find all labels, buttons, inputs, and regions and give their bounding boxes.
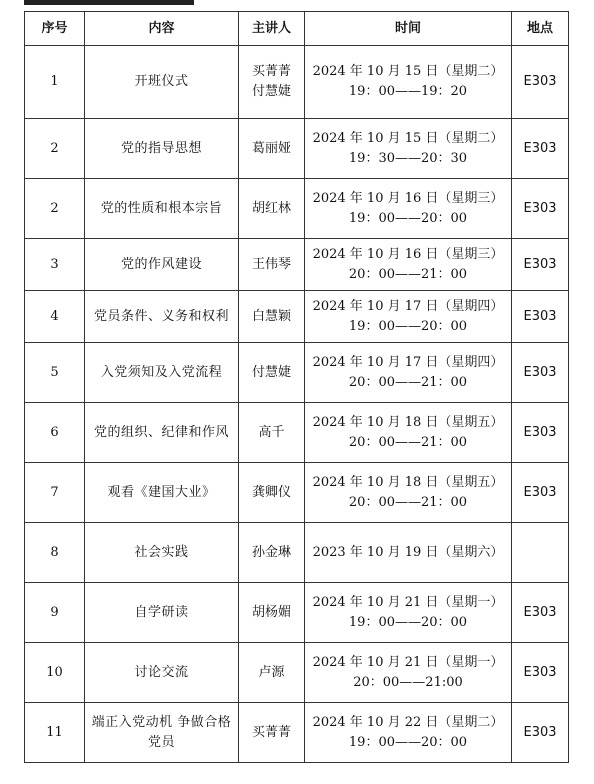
row-speaker bbox=[239, 583, 305, 643]
row-speaker bbox=[239, 703, 305, 763]
speaker-name: 付慧婕 bbox=[251, 84, 291, 99]
session-date: 2024 年 10 月 22 日（星期二） bbox=[312, 714, 504, 730]
session-time-range: 19：00——19：20 bbox=[348, 84, 468, 99]
row-time bbox=[305, 643, 512, 703]
row-time bbox=[305, 343, 512, 403]
row-time bbox=[305, 463, 512, 523]
row-place: E303 bbox=[512, 46, 569, 119]
row-content: 党的组织、纪律和作风 bbox=[85, 403, 239, 463]
session-date: 2024 年 10 月 16 日（星期三） bbox=[312, 246, 504, 262]
row-time bbox=[305, 46, 512, 119]
table-row bbox=[25, 703, 569, 763]
row-content: 观看《建国大业》 bbox=[85, 463, 239, 523]
table-row bbox=[25, 291, 569, 343]
session-time-range: 20：00——21:00 bbox=[353, 674, 463, 690]
row-number: 11 bbox=[25, 703, 85, 763]
header-content: 内容 bbox=[85, 12, 239, 46]
row-content: 讨论交流 bbox=[85, 643, 239, 703]
row-content: 党的指导思想 bbox=[85, 119, 239, 179]
row-speaker bbox=[239, 291, 305, 343]
row-place: E303 bbox=[512, 583, 569, 643]
speaker-name: 付慧婕 bbox=[251, 364, 291, 380]
schedule-table bbox=[24, 11, 569, 763]
row-place: E303 bbox=[512, 291, 569, 343]
header-no: 序号 bbox=[25, 12, 85, 46]
row-number: 3 bbox=[25, 239, 85, 291]
row-time bbox=[305, 179, 512, 239]
session-date: 2024 年 10 月 16 日（星期三） bbox=[312, 190, 504, 206]
cropped-heading-fragment bbox=[24, 0, 194, 5]
row-place: E303 bbox=[512, 239, 569, 291]
header-place: 地点 bbox=[512, 12, 569, 46]
speaker-name: 白慧颖 bbox=[251, 308, 291, 324]
row-speaker bbox=[239, 239, 305, 291]
row-content: 党的性质和根本宗旨 bbox=[85, 179, 239, 239]
session-date: 2024 年 10 月 17 日（星期四） bbox=[312, 354, 504, 370]
speaker-name: 高千 bbox=[258, 424, 285, 440]
row-time bbox=[305, 703, 512, 763]
table-row bbox=[25, 583, 569, 643]
row-place bbox=[512, 523, 569, 583]
table-row bbox=[25, 46, 569, 119]
speaker-name: 王伟琴 bbox=[251, 256, 291, 272]
row-place: E303 bbox=[512, 463, 569, 523]
session-time-range: 20：00——21：00 bbox=[348, 266, 468, 282]
row-content: 自学研读 bbox=[85, 583, 239, 643]
table-row bbox=[25, 523, 569, 583]
row-time bbox=[305, 523, 512, 583]
row-time bbox=[305, 239, 512, 291]
header-speaker: 主讲人 bbox=[239, 12, 305, 46]
row-place: E303 bbox=[512, 403, 569, 463]
session-time-range: 19：00——20：00 bbox=[348, 734, 468, 750]
row-time bbox=[305, 291, 512, 343]
session-date: 2024 年 10 月 17 日（星期四） bbox=[312, 298, 504, 314]
row-number: 6 bbox=[25, 403, 85, 463]
row-place: E303 bbox=[512, 343, 569, 403]
row-content: 端正入党动机 争做合格党员 bbox=[85, 703, 239, 763]
row-content: 党的作风建设 bbox=[85, 239, 239, 291]
table-row bbox=[25, 119, 569, 179]
row-content: 社会实践 bbox=[85, 523, 239, 583]
row-number: 4 bbox=[25, 291, 85, 343]
row-speaker bbox=[239, 179, 305, 239]
session-date: 2023 年 10 月 19 日（星期六） bbox=[312, 544, 504, 560]
session-date: 2024 年 10 月 15 日（星期二） bbox=[312, 130, 504, 146]
row-number: 5 bbox=[25, 343, 85, 403]
session-time-range: 19：00——20：00 bbox=[348, 210, 468, 226]
row-place: E303 bbox=[512, 179, 569, 239]
session-time-range: 20：00——21：00 bbox=[348, 494, 468, 510]
table-row bbox=[25, 403, 569, 463]
row-speaker bbox=[239, 463, 305, 523]
row-place: E303 bbox=[512, 703, 569, 763]
speaker-name: 葛丽娅 bbox=[251, 140, 291, 156]
row-number: 7 bbox=[25, 463, 85, 523]
row-speaker bbox=[239, 119, 305, 179]
speaker-name: 卢源 bbox=[258, 664, 285, 680]
row-time bbox=[305, 403, 512, 463]
session-date: 2024 年 10 月 21 日（星期一） bbox=[312, 594, 504, 610]
table-row bbox=[25, 643, 569, 703]
speaker-name: 孙金琳 bbox=[251, 544, 291, 560]
row-place: E303 bbox=[512, 643, 569, 703]
row-number: 8 bbox=[25, 523, 85, 583]
speaker-name: 龚卿仪 bbox=[251, 484, 291, 500]
session-time-range: 20：00——21：00 bbox=[348, 374, 468, 390]
speaker-name: 买菁菁 bbox=[251, 64, 291, 79]
row-speaker bbox=[239, 643, 305, 703]
session-time-range: 20：00——21：00 bbox=[348, 434, 468, 450]
row-time bbox=[305, 119, 512, 179]
speaker-name: 胡杨媚 bbox=[251, 604, 291, 620]
row-number: 1 bbox=[25, 46, 85, 119]
table-row bbox=[25, 463, 569, 523]
session-date: 2024 年 10 月 15 日（星期二） bbox=[312, 64, 504, 79]
speaker-name: 胡红林 bbox=[251, 200, 291, 216]
row-number: 10 bbox=[25, 643, 85, 703]
session-time-range: 19：30——20：30 bbox=[348, 150, 468, 166]
row-number: 2 bbox=[25, 179, 85, 239]
session-date: 2024 年 10 月 18 日（星期五） bbox=[312, 414, 504, 430]
row-place: E303 bbox=[512, 119, 569, 179]
row-speaker bbox=[239, 46, 305, 119]
row-content: 入党须知及入党流程 bbox=[85, 343, 239, 403]
table-row bbox=[25, 239, 569, 291]
row-speaker bbox=[239, 343, 305, 403]
row-content: 开班仪式 bbox=[85, 46, 239, 119]
speaker-name: 买菁菁 bbox=[251, 724, 291, 740]
session-time-range: 19：00——20：00 bbox=[348, 614, 468, 630]
row-time bbox=[305, 583, 512, 643]
table-row bbox=[25, 179, 569, 239]
session-date: 2024 年 10 月 21 日（星期一） bbox=[312, 654, 504, 670]
session-date: 2024 年 10 月 18 日（星期五） bbox=[312, 474, 504, 490]
row-number: 2 bbox=[25, 119, 85, 179]
row-content: 党员条件、义务和权利 bbox=[85, 291, 239, 343]
table-header-row bbox=[25, 12, 569, 46]
row-speaker bbox=[239, 523, 305, 583]
header-time: 时间 bbox=[305, 12, 512, 46]
session-time-range: 19：00——20：00 bbox=[348, 318, 468, 334]
table-row bbox=[25, 343, 569, 403]
row-speaker bbox=[239, 403, 305, 463]
row-number: 9 bbox=[25, 583, 85, 643]
